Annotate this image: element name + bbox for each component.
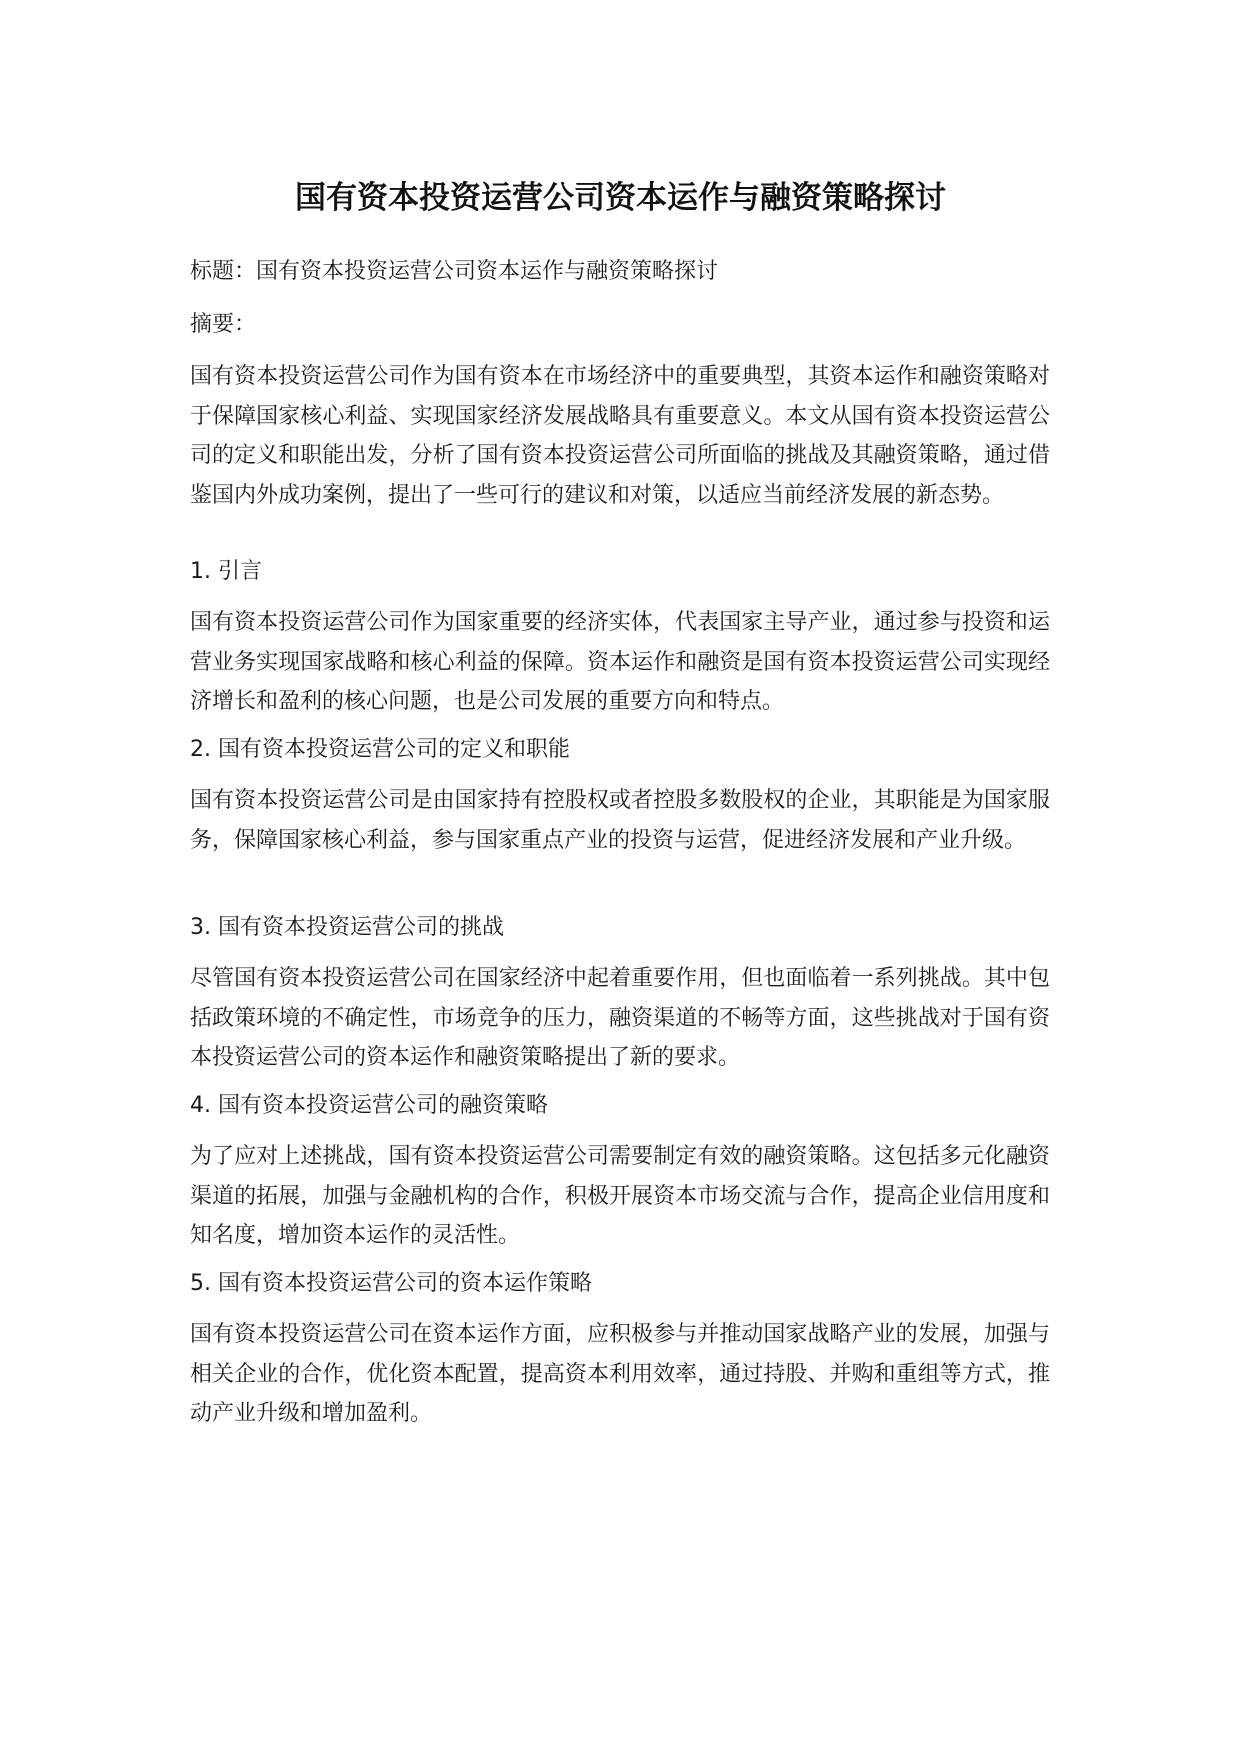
section-1-heading-block: [190, 557, 1050, 587]
section-heading: 2. 国有资本投资运营公司的定义和职能: [190, 737, 570, 762]
section-paragraph: 国有资本投资运营公司是由国家持有控股权或者控股多数股权的企业，其职能是为国家服务，保障国家核心利益，参与国家重点产业的投资与运营，促进经济发展和产业升级。: [190, 788, 1050, 853]
section-paragraph: 为了应对上述挑战，国有资本投资运营公司需要制定有效的融资策略。这包括多元化融资渠道的拓展，加强与金融机构的合作，积极开展资本市场交流与合作，提高企业信用度和知名度，增加资本运作的灵活性。: [190, 1144, 1050, 1248]
section-4-body-block: [190, 1137, 1050, 1256]
section-3-body-block: [190, 959, 1050, 1078]
section-paragraph: 国有资本投资运营公司在资本运作方面，应积极参与并推动国家战略产业的发展，加强与相关企业的合作，优化资本配置，提高资本利用效率，通过持股、并购和重组等方式，推动产业升级和增加盈利。: [190, 1322, 1050, 1426]
section-3-heading-block: [190, 913, 1050, 943]
section-4-heading-block: [190, 1091, 1050, 1121]
title-line: 标题：国有资本投资运营公司资本运作与融资策略探讨: [190, 259, 719, 284]
section-heading: 4. 国有资本投资运营公司的融资策略: [190, 1093, 548, 1118]
section-heading: 3. 国有资本投资运营公司的挑战: [190, 915, 504, 940]
title-line-block: [190, 257, 1050, 287]
abstract-block: [190, 357, 1050, 515]
section-paragraph: 国有资本投资运营公司作为国家重要的经济实体，代表国家主导产业，通过参与投资和运营业务实现国家战略和核心利益的保障。资本运作和融资是国有资本投资运营公司实现经济增长和盈利的核心问题，也是公司发展的重要方向和特点。: [190, 610, 1050, 714]
abstract-paragraph: 国有资本投资运营公司作为国有资本在市场经济中的重要典型，其资本运作和融资策略对于保障国家核心利益、实现国家经济发展战略具有重要意义。本文从国有资本投资运营公司的定义和职能出发，分析了国有资本投资运营公司所面临的挑战及其融资策略，通过借鉴国内外成功案例，提出了一些可行的建议和对策，以适应当前经济发展的新态势。: [190, 364, 1050, 508]
section-5-heading-block: [190, 1269, 1050, 1299]
section-heading: 1. 引言: [190, 559, 262, 584]
abstract-label-block: [190, 310, 1050, 340]
section-heading: 5. 国有资本投资运营公司的资本运作策略: [190, 1271, 592, 1296]
section-1-body-block: [190, 603, 1050, 722]
section-2-heading-block: [190, 735, 1050, 765]
section-2-body-block: [190, 781, 1050, 860]
section-paragraph: 尽管国有资本投资运营公司在国家经济中起着重要作用，但也面临着一系列挑战。其中包括政策环境的不确定性，市场竞争的压力，融资渠道的不畅等方面，这些挑战对于国有资本投资运营公司的资本运作和融资策略提出了新的要求。: [190, 966, 1050, 1070]
abstract-label: 摘要：: [190, 312, 257, 337]
document-title: 国有资本投资运营公司资本运作与融资策略探讨: [295, 180, 946, 216]
section-5-body-block: [190, 1315, 1050, 1434]
